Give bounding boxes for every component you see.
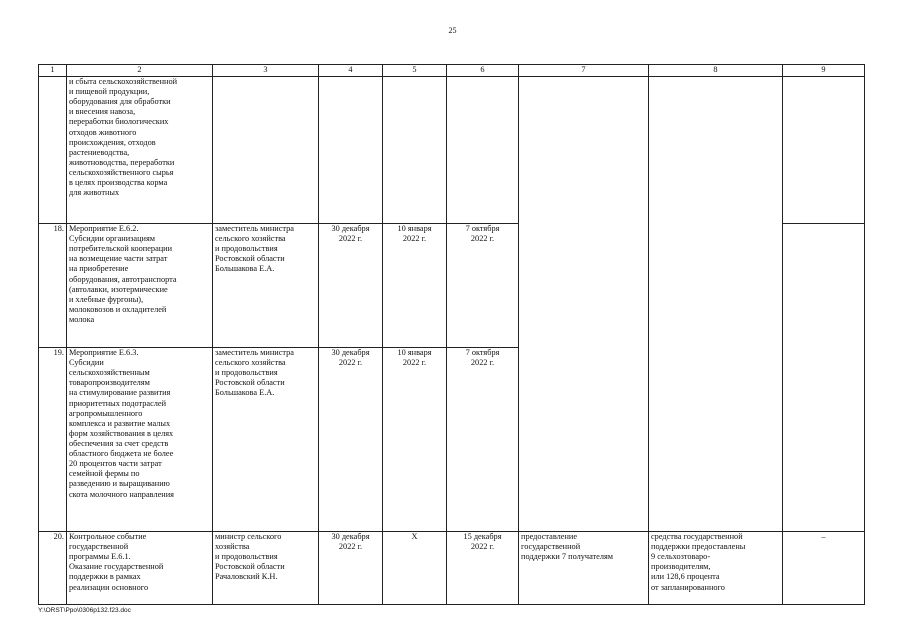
plan-table [38, 64, 865, 605]
event-cell: Мероприятие Е.6.3. Субсидии сельскохозяйственным товаропроизводителям на стимулирование развития приоритетных подотраслей агропромышленного комплекса и развитие малых форм хозяйствования в целях обеспечения за счет средств областного бюджета не более 20 процентов части затрат семейной фермы по разведению и выращиванию скота молочного направления [67, 348, 213, 532]
col-header: 5 [383, 65, 447, 77]
row-number-cell: 20. [39, 532, 67, 605]
date-cell: Х [383, 532, 447, 605]
responsible-cell: министр сельского хозяйства и продовольствия Ростовской области Рачаловский К.Н. [213, 532, 319, 605]
date-cell: 10 января 2022 г. [383, 348, 447, 532]
col9-cell: – [783, 532, 865, 605]
date-cell: 30 декабря 2022 г. [319, 348, 383, 532]
result-cell-merged [519, 77, 649, 532]
fact-cell-merged [649, 77, 783, 532]
table-row [39, 532, 865, 605]
col-header: 9 [783, 65, 865, 77]
date-cell [447, 77, 519, 224]
responsible-cell: заместитель министра сельского хозяйства и продовольствия Ростовской области Большакова Е.А. [213, 348, 319, 532]
row-number-cell: 19. [39, 348, 67, 532]
date-cell [383, 77, 447, 224]
col-header: 6 [447, 65, 519, 77]
event-cell: Мероприятие Е.6.2. Субсидии организациям потребительской кооперации на возмещение части затрат на приобретение оборудования, автотранспорта (автолавки, изотермические и хлебные фургоны), молоковозов и охладителей молока [67, 224, 213, 348]
col-header: 1 [39, 65, 67, 77]
event-cell: Контрольное событие государственной программы Е.6.1. Оказание государственной поддержки в рамках реализации основного [67, 532, 213, 605]
result-cell: предоставление государственной поддержки 7 получателям [519, 532, 649, 605]
col-header: 3 [213, 65, 319, 77]
date-cell: 30 декабря 2022 г. [319, 532, 383, 605]
date-cell: 7 октября 2022 г. [447, 348, 519, 532]
responsible-cell: заместитель министра сельского хозяйства и продовольствия Ростовской области Большакова Е.А. [213, 224, 319, 348]
row-number-cell: 18. [39, 224, 67, 348]
file-path-footer: Y:\ORST\Ppo\0306p132.f23.doc [38, 607, 131, 614]
col-header: 7 [519, 65, 649, 77]
col-header: 8 [649, 65, 783, 77]
col-header: 4 [319, 65, 383, 77]
header-row [39, 65, 865, 77]
date-cell [319, 77, 383, 224]
date-cell: 30 декабря 2022 г. [319, 224, 383, 348]
page-number: 25 [448, 26, 457, 35]
row-number-cell [39, 77, 67, 224]
col9-cell [783, 224, 865, 532]
col9-cell [783, 77, 865, 224]
fact-cell: средства государственной поддержки предоставлены 9 сельхозтоваро- производителям, или 128,6 процента от запланированного [649, 532, 783, 605]
date-cell: 10 января 2022 г. [383, 224, 447, 348]
date-cell: 15 декабря 2022 г. [447, 532, 519, 605]
responsible-cell [213, 77, 319, 224]
event-cell: и сбыта сельскохозяйственной и пищевой продукции, оборудования для обработки и внесения навоза, переработки биологических отходов животного происхождения, отходов растениеводства, животноводства, переработки сельскохозяйственного сырья в целях производства корма для животных [67, 77, 213, 224]
date-cell: 7 октября 2022 г. [447, 224, 519, 348]
col-header: 2 [67, 65, 213, 77]
table-row-continuation [39, 77, 865, 224]
